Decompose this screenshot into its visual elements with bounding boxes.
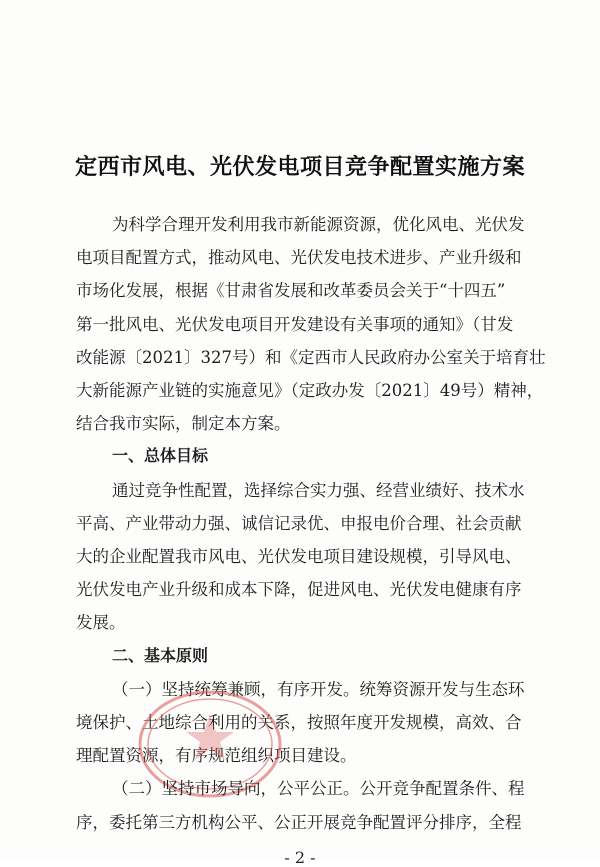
paragraph-line: 改能源〔2021〕327号）和《定西市人民政府办公室关于培育壮 bbox=[76, 347, 546, 367]
paragraph-line: 平高、产业带动力强、诚信记录优、申报电价合理、社会贡献 bbox=[76, 513, 522, 533]
paragraph-line: 大新能源产业链的实施意见》（定政办发〔2021〕49号）精神， bbox=[76, 381, 544, 400]
paragraph-line: 市场化发展，根据《甘肃省发展和改革委员会关于“十四五” bbox=[76, 281, 506, 301]
page-number: - 2 - bbox=[284, 847, 316, 867]
paragraph-line: 境保护、土地综合利用的关系，按照年度开发规模，高效、合 bbox=[76, 713, 522, 732]
paragraph-line: 序，委托第三方机构公平、公正开展竞争配置评分排序，全程 bbox=[76, 812, 522, 832]
paragraph-line: 为科学合理开发利用我市新能源资源，优化风电、光伏发 bbox=[112, 215, 525, 234]
paragraph-line: 电项目配置方式，推动风电、光伏发电技术进步、产业升级和 bbox=[76, 248, 522, 268]
paragraph-line: 第一批风电、光伏发电项目开发建设有关事项的通知》（甘发 bbox=[76, 314, 514, 334]
paragraph-line: （二）坚持市场导向，公平公正。公开竞争配置条件、程 bbox=[112, 779, 525, 799]
section-heading: 二、基本原则 bbox=[112, 645, 209, 665]
paragraph-line: 发展。 bbox=[76, 613, 126, 633]
paragraph-line: （一）坚持统筹兼顾，有序开发。统筹资源开发与生态环 bbox=[112, 679, 525, 699]
paragraph-line: 光伏发电产业升级和成本下降，促进风电、光伏发电健康有序 bbox=[76, 580, 522, 600]
paragraph-line: 大的企业配置我市风电、光伏发电项目建设规模，引导风电、 bbox=[76, 547, 522, 566]
section-heading: 一、总体目标 bbox=[112, 446, 209, 466]
document-title: 定西市风电、光伏发电项目竞争配置实施方案 bbox=[74, 154, 525, 180]
paragraph-line: 结合我市实际，制定本方案。 bbox=[76, 414, 291, 434]
paragraph-line: 通过竞争性配置，选择综合实力强、经营业绩好、技术水 bbox=[112, 480, 525, 500]
paragraph-line: 理配置资源，有序规范组织项目建设。 bbox=[76, 746, 357, 766]
